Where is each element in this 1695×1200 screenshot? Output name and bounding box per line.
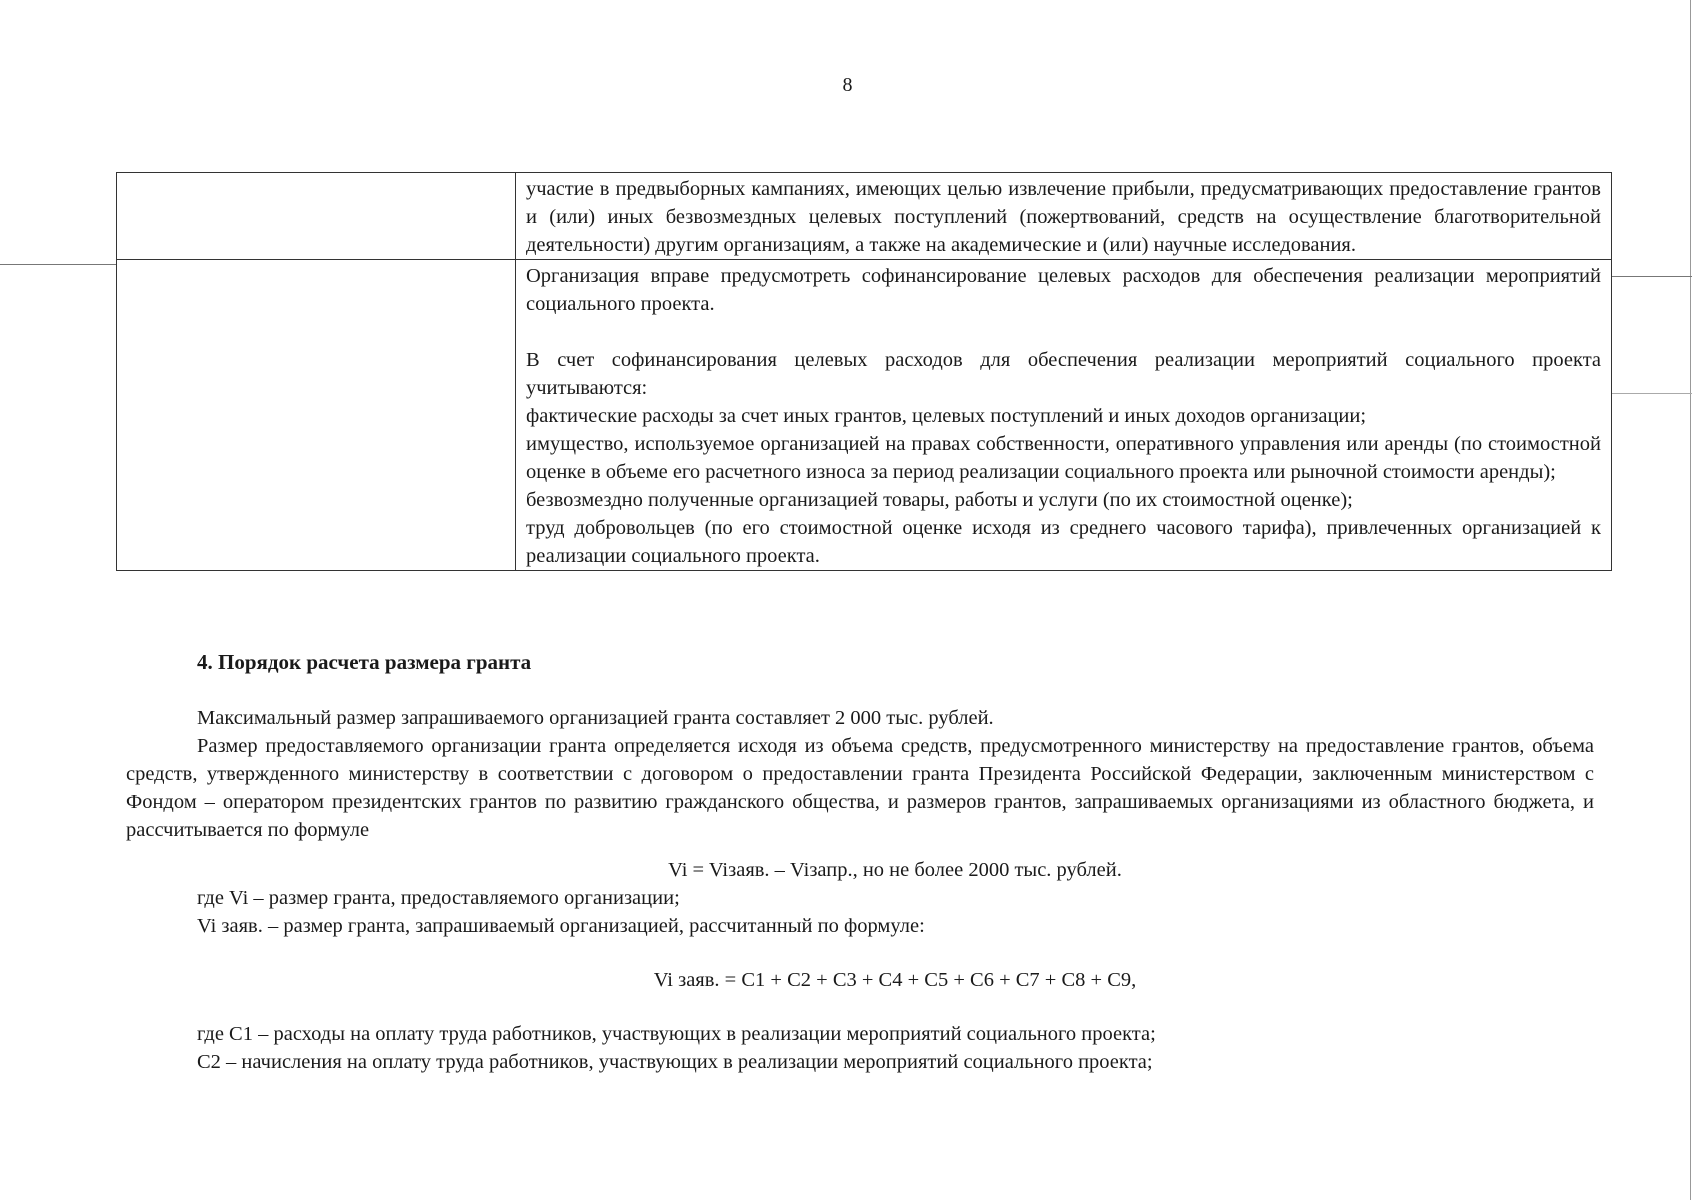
table-cell xyxy=(516,260,1612,571)
cell-text: В счет софинансирования целевых расходов для обеспечения реализации мероприятий социального проекта учитываются: xyxy=(526,349,1601,399)
cell-text: Организация вправе предусмотреть софинансирование целевых расходов для обеспечения реализации мероприятий социального проекта. xyxy=(526,265,1601,315)
table-cell-empty xyxy=(117,260,516,571)
scan-artifact-line xyxy=(1612,276,1692,277)
paragraph-gap xyxy=(526,318,1601,346)
paragraph: C2 – начисления на оплату труда работников, участвующих в реализации мероприятий социального проекта; xyxy=(197,1051,1153,1073)
cell-text: труд добровольцев (по его стоимостной оценке исходя из среднего часового тарифа), привлеченных организацией к реализации социального проекта. xyxy=(526,517,1601,567)
paragraph: Vi заяв. – размер гранта, запрашиваемый организацией, рассчитанный по формуле: xyxy=(197,915,925,937)
formula: Vi заяв. = C1 + C2 + C3 + C4 + C5 + C6 + C7 + C8 + C9, xyxy=(653,969,1137,991)
cell-text: безвозмездно полученные организацией товары, работы и услуги (по их стоимостной оценке); xyxy=(526,489,1353,511)
cell-text: фактические расходы за счет иных грантов, целевых поступлений и иных доходов организации; xyxy=(526,405,1367,427)
section-heading: 4. Порядок расчета размера гранта xyxy=(197,650,532,674)
section-body xyxy=(126,704,1594,1076)
formula: Vi = Viзаяв. – Viзапр., но не более 2000 тыс. рублей. xyxy=(668,859,1122,881)
table-cell xyxy=(516,173,1612,260)
table-row xyxy=(117,173,1612,260)
scan-artifact-line xyxy=(0,264,116,265)
table-cell-empty xyxy=(117,173,516,260)
table-row xyxy=(117,260,1612,571)
scan-artifact-line xyxy=(1690,0,1691,1200)
requirements-table xyxy=(116,172,1612,571)
paragraph: Размер предоставляемого организации гранта определяется исходя из объема средств, предусмотренного министерству на предоставление грантов, объема средств, утвержденного министерству в соответствии с договором о предоставлении гранта Президента Российской Федерации, заключенным министерством с Фондом – оператором президентских грантов по развитию гражданского общества, и размеров грантов, запрашиваемых организациями из областного бюджета, и рассчитывается по формуле xyxy=(126,735,1594,841)
scan-artifact-line xyxy=(1612,393,1692,394)
cell-text: участие в предвыборных кампаниях, имеющих целью извлечение прибыли, предусматривающих предоставление грантов и (или) иных безвозмездных целевых поступлений (пожертвований, средств на осуществление благотворительной деятельности) другим организациям, а также на академические и (или) научные исследования. xyxy=(526,178,1601,256)
paragraph: где Vi – размер гранта, предоставляемого организации; xyxy=(197,887,680,909)
paragraph: где C1 – расходы на оплату труда работников, участвующих в реализации мероприятий социального проекта; xyxy=(197,1023,1156,1045)
paragraph: Максимальный размер запрашиваемого организацией гранта составляет 2 000 тыс. рублей. xyxy=(197,707,994,729)
cell-text: имущество, используемое организацией на правах собственности, оперативного управления или аренды (по стоимостной оценке в объеме его расчетного износа за период реализации социального проекта или рыночной стоимости аренды); xyxy=(526,433,1601,483)
page-number: 8 xyxy=(842,74,853,96)
